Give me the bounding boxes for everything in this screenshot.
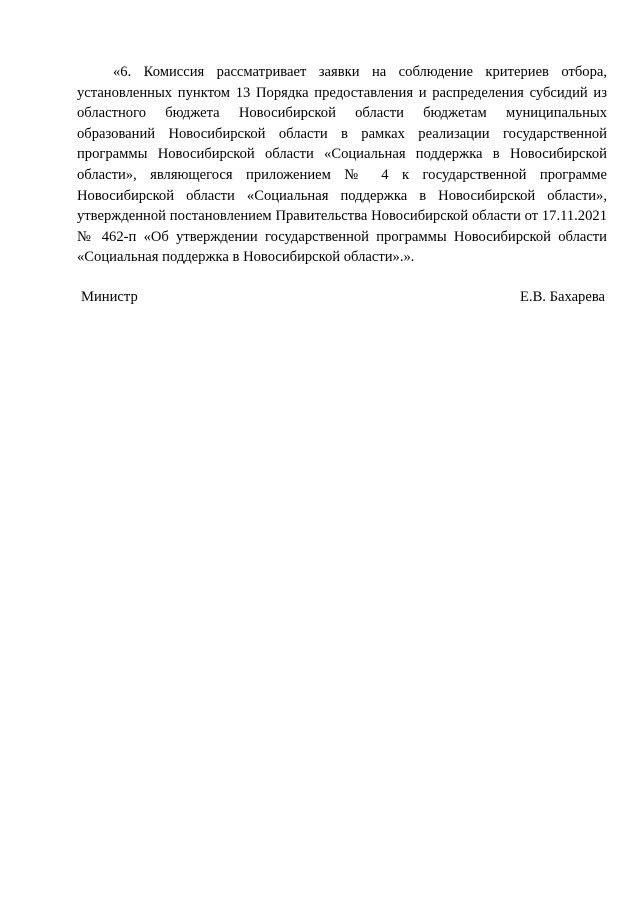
signatory-position: Министр xyxy=(81,289,138,305)
signatory-name: Е.В. Бахарева xyxy=(520,289,605,305)
body-paragraph: «6. Комиссия рассматривает заявки на соблюдение критериев отбора, установленных пунктом 13 Порядка предоставления и распределения субсидий из областного бюджета Новосибирской области бюджетам муниципальных образований Новосибирской области в рамках реализации государственной программы Новосибирской области «Социальная поддержка в Новосибирской области», являющегося приложением № 4 к государственной программе Новосибирской области «Социальная поддержка в Новосибирской области», утвержденной постановлением Правительства Новосибирской области от 17.11.2021 № 462-п «Об утверждении государственной программы Новосибирской области «Социальная поддержка в Новосибирской области».». xyxy=(77,64,607,266)
signature-block xyxy=(81,287,605,307)
